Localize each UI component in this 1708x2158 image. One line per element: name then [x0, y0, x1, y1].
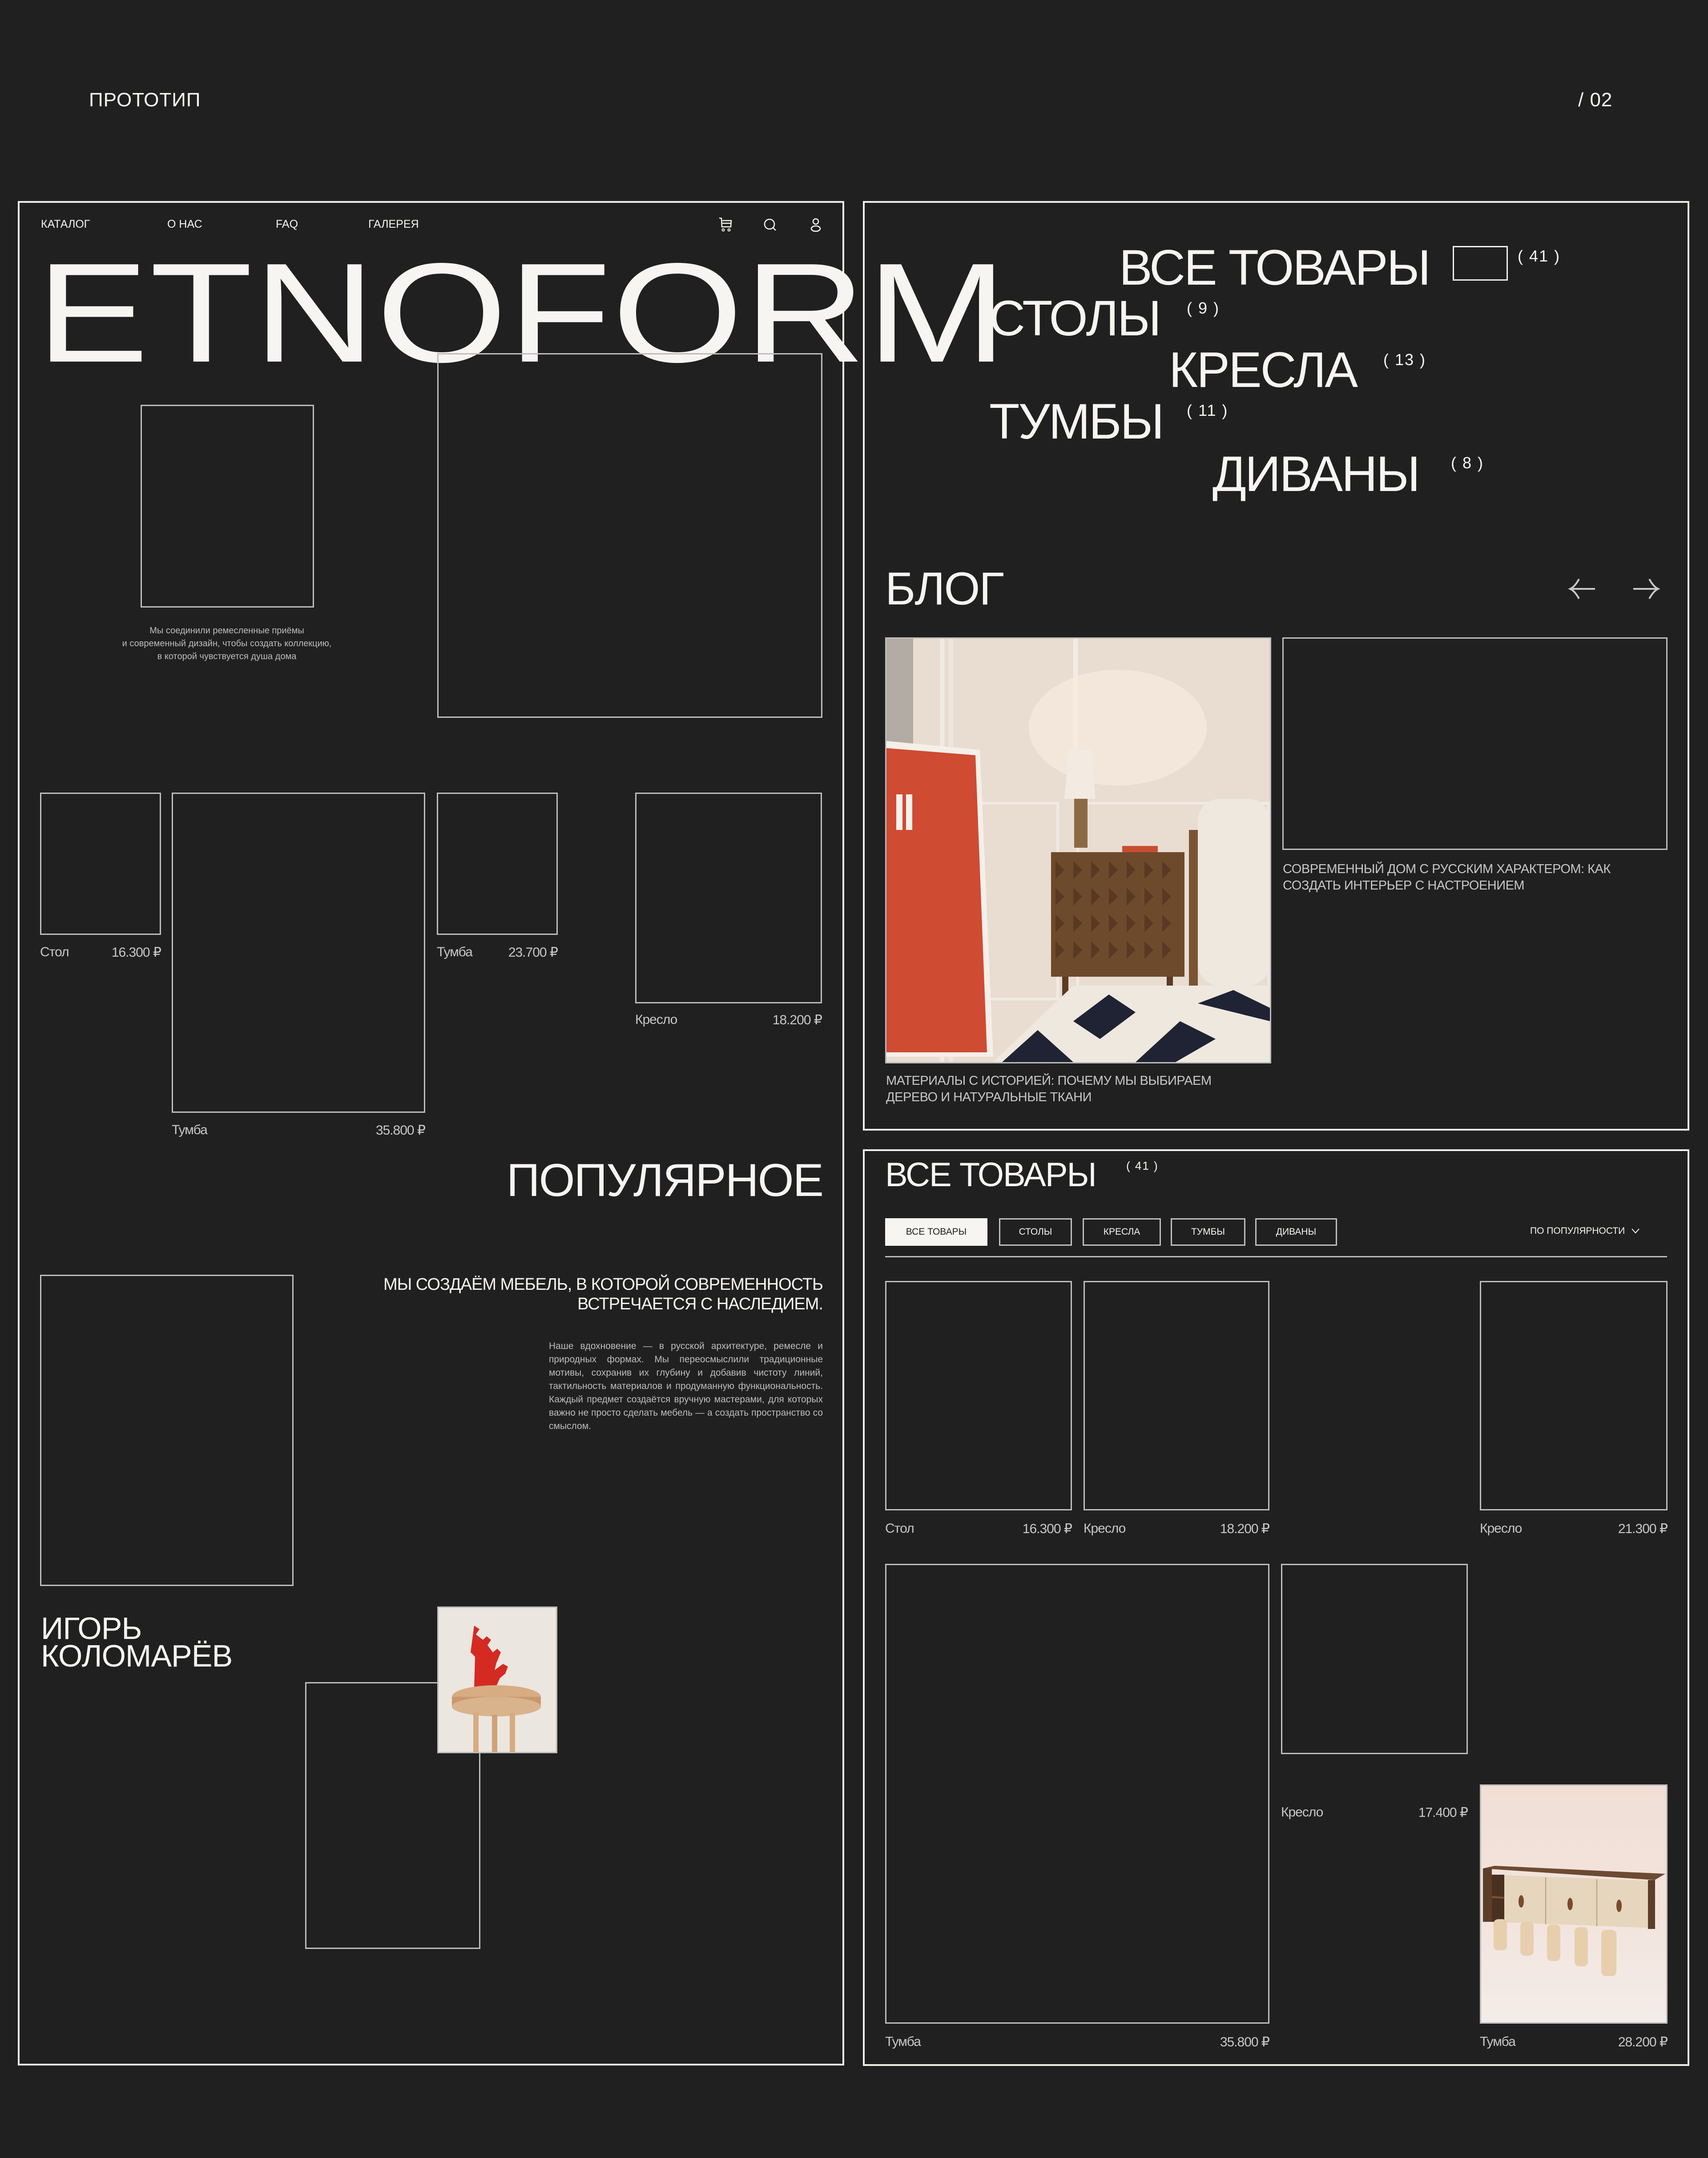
category-count: ( 11 ): [1187, 401, 1229, 419]
product-image-placeholder[interactable]: [40, 793, 161, 935]
category-count: ( 9 ): [1187, 299, 1220, 317]
filter-tables[interactable]: СТОЛЫ: [999, 1218, 1072, 1246]
product-image-placeholder[interactable]: [1084, 1281, 1269, 1510]
product-caption: [172, 1123, 425, 1138]
stool-photo: [437, 1606, 557, 1753]
product-name: Тумба: [172, 1123, 207, 1137]
product-name: Кресло: [1480, 1521, 1522, 1536]
search-icon[interactable]: [763, 218, 777, 232]
nav-about[interactable]: О НАС: [167, 218, 202, 230]
designer-last-name: КОЛОМАРЁВ: [41, 1639, 233, 1673]
product-caption: [437, 945, 558, 960]
arrow-left-icon[interactable]: [1568, 576, 1597, 601]
product-price: 28.200 ₽: [1618, 2035, 1668, 2049]
blog-post-image[interactable]: [885, 637, 1271, 1063]
about-heading-line: МЫ СОЗДАЁМ МЕБЕЛЬ, В КОТОРОЙ СОВРЕМЕННОСТЬ: [383, 1275, 823, 1294]
hero-text-line: Мы соединили ремесленные приёмы: [149, 626, 304, 636]
product-image-placeholder[interactable]: [635, 793, 822, 1003]
blog-title-line: СОВРЕМЕННЫЙ ДОМ С РУССКИМ ХАРАКТЕРОМ: КАК: [1283, 862, 1611, 876]
product-price: 17.400 ₽: [1418, 1805, 1468, 1820]
interior-cabinet-photo: [886, 639, 1270, 1062]
hero-image-small-placeholder: [141, 405, 314, 608]
filter-cabinets[interactable]: ТУМБЫ: [1171, 1218, 1245, 1246]
product-caption: [885, 1521, 1072, 1537]
catalog-count: ( 41 ): [1126, 1159, 1159, 1172]
prototype-label: ПРОТОТИП: [89, 89, 201, 111]
catalog-heading: ВСЕ ТОВАРЫ: [885, 1156, 1096, 1194]
category-tables[interactable]: СТОЛЫ: [989, 290, 1160, 346]
page-number: / 02: [1578, 89, 1613, 111]
blog-heading: БЛОГ: [885, 563, 1003, 615]
blog-post-title[interactable]: [1283, 861, 1665, 894]
user-icon[interactable]: [810, 218, 822, 232]
category-preview-box: [1453, 246, 1508, 281]
category-all[interactable]: ВСЕ ТОВАРЫ: [1119, 240, 1430, 295]
category-count: ( 41 ): [1518, 247, 1561, 265]
hero-description: [89, 624, 365, 663]
nav-catalog[interactable]: КАТАЛОГ: [41, 218, 90, 230]
product-image-placeholder[interactable]: [172, 793, 425, 1113]
product-name: Тумба: [1480, 2034, 1515, 2049]
product-price: 18.200 ₽: [772, 1013, 822, 1027]
hero-image-large-placeholder: [437, 353, 822, 718]
product-image-placeholder[interactable]: [885, 1564, 1269, 2024]
product-price: 23.700 ₽: [508, 945, 558, 960]
filter-sofas[interactable]: ДИВАНЫ: [1255, 1218, 1337, 1246]
category-count: ( 8 ): [1451, 454, 1484, 472]
product-image-placeholder[interactable]: [437, 793, 558, 935]
sideboard-photo: [1481, 1786, 1666, 2022]
product-name: Тумба: [885, 2034, 921, 2049]
blog-post-image-placeholder[interactable]: [1282, 637, 1668, 850]
product-caption: [40, 945, 161, 960]
hero-text-line: в которой чувствуется душа дома: [157, 652, 297, 661]
about-body: Наше вдохновение — в русской архитектуре, ремесле и природных формах. Мы переосмыслили традиционные мотивы, сохранив их глубину и добавив чистоту линий, тактильность материалов и продуманную функциональность. Каждый предмет создаётся вручную мастерами, для которых важно не просто сделать мебель — а создать пространство со смыслом.: [549, 1341, 823, 1431]
popular-heading: ПОПУЛЯРНОЕ: [506, 1155, 823, 1206]
sort-label: ПО ПОПУЛЯРНОСТИ: [1530, 1226, 1625, 1236]
product-caption: [1281, 1805, 1468, 1820]
arrow-right-icon[interactable]: [1631, 576, 1660, 601]
about-image-placeholder: [40, 1275, 294, 1586]
stool-with-red-sculpture-image: [439, 1608, 556, 1752]
product-image[interactable]: [1480, 1784, 1668, 2024]
filter-divider: [885, 1256, 1667, 1257]
category-sofas[interactable]: ДИВАНЫ: [1213, 446, 1419, 502]
nav-gallery[interactable]: ГАЛЕРЕЯ: [368, 218, 419, 230]
category-armchairs[interactable]: КРЕСЛА: [1169, 342, 1357, 398]
sort-dropdown[interactable]: [1530, 1226, 1640, 1236]
product-caption: [635, 1012, 822, 1028]
designer-first-name: ИГОРЬ: [41, 1611, 142, 1646]
filter-armchairs[interactable]: КРЕСЛА: [1083, 1218, 1161, 1246]
product-caption: [1084, 1521, 1269, 1537]
chevron-down-icon: [1631, 1228, 1640, 1234]
product-price: 18.200 ₽: [1220, 1522, 1269, 1536]
category-count: ( 13 ): [1383, 350, 1426, 369]
blog-title-line: ДЕРЕВО И НАТУРАЛЬНЫЕ ТКАНИ: [886, 1090, 1092, 1105]
nav-faq[interactable]: FAQ: [276, 218, 298, 230]
product-price: 35.800 ₽: [375, 1123, 425, 1138]
product-caption: [1480, 1521, 1668, 1537]
product-image-placeholder[interactable]: [1281, 1564, 1468, 1754]
brand-logo: ETNOFORM: [36, 234, 1008, 392]
product-name: Стол: [40, 945, 69, 959]
product-caption: [885, 2034, 1269, 2050]
blog-title-line: СОЗДАТЬ ИНТЕРЬЕР С НАСТРОЕНИЕМ: [1283, 878, 1525, 893]
product-name: Кресло: [635, 1012, 677, 1027]
product-price: 35.800 ₽: [1220, 2035, 1269, 2049]
category-cabinets[interactable]: ТУМБЫ: [989, 394, 1163, 449]
about-heading-line: ВСТРЕЧАЕТСЯ С НАСЛЕДИЕМ.: [577, 1295, 823, 1313]
blog-post-title[interactable]: [886, 1073, 1269, 1106]
product-caption: [1480, 2034, 1668, 2050]
product-name: Тумба: [437, 945, 472, 959]
product-name: Кресло: [1084, 1521, 1126, 1536]
product-image-placeholder[interactable]: [885, 1281, 1072, 1510]
about-heading: [320, 1275, 823, 1314]
hero-text-line: и современный дизайн, чтобы создать коллекцию,: [122, 639, 332, 648]
product-name: Стол: [885, 1521, 914, 1536]
product-price: 16.300 ₽: [1022, 1522, 1072, 1536]
cart-icon[interactable]: [718, 217, 733, 232]
designer-name: [41, 1611, 233, 1673]
product-name: Кресло: [1281, 1805, 1323, 1820]
filter-all[interactable]: ВСЕ ТОВАРЫ: [885, 1218, 987, 1246]
blog-title-line: МАТЕРИАЛЫ С ИСТОРИЕЙ: ПОЧЕМУ МЫ ВЫБИРАЕМ: [886, 1074, 1212, 1088]
product-price: 21.300 ₽: [1618, 1522, 1668, 1536]
product-image-placeholder[interactable]: [1480, 1281, 1668, 1510]
product-price: 16.300 ₽: [111, 945, 161, 960]
